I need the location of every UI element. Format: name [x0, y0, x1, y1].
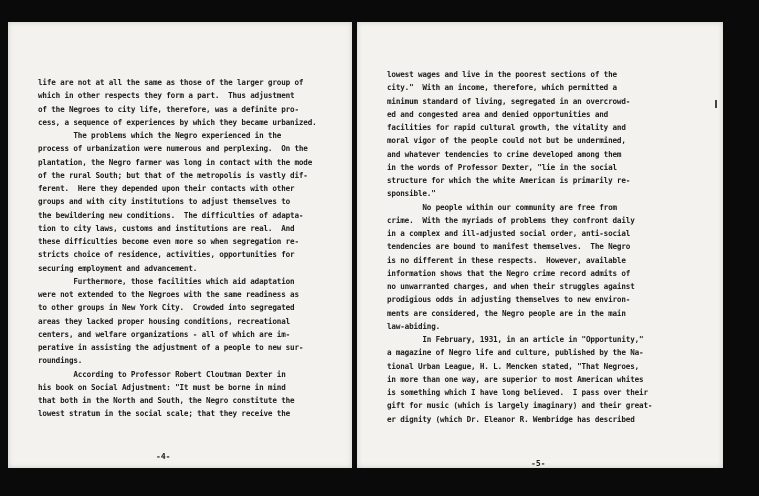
- text-line: plantation, the Negro farmer was long in contact with the mode: [38, 157, 313, 167]
- right-page-number: -5-: [531, 459, 546, 468]
- text-line: ments are considered, the Negro people are in the main: [387, 308, 626, 318]
- right-page-text: [387, 68, 717, 426]
- text-line: his book on Social Adjustment: "It must be borne in mind: [38, 382, 286, 392]
- text-line: is something which I have long believed. I pass over their: [387, 388, 648, 397]
- text-line: groups and with city institutions to adjust themselves to: [38, 197, 291, 207]
- left-page-number: -4-: [156, 452, 171, 461]
- text-line: is no different in these respects. However, available: [387, 255, 626, 265]
- text-line: of the rural South; but that of the metropolis is vastly dif-: [38, 170, 308, 180]
- text-line: The problems which the Negro experienced in the: [38, 131, 282, 140]
- text-line: a magazine of Negro life and culture, published by the Na-: [387, 348, 644, 358]
- text-line: these difficulties become even more so when segregation re-: [38, 237, 299, 246]
- text-line: lowest wages and live in the poorest sections of the: [387, 70, 617, 79]
- text-line: In February, 1931, in an article in "Opportunity,": [387, 335, 644, 344]
- text-line: city." With an income, therefore, which permitted a: [387, 83, 617, 93]
- text-line: crime. With the myriads of problems they confront daily: [387, 215, 635, 225]
- text-line: facilities for rapid cultural growth, the vitality and: [387, 123, 626, 132]
- text-line: stricts choice of residence, activities, opportunities for: [38, 250, 295, 260]
- text-line: minimum standard of living, segregated in an overcrowd-: [387, 96, 631, 106]
- text-line: of the Negroes to city life, therefore, was a definite pro-: [38, 104, 299, 114]
- left-page-text: [38, 76, 343, 421]
- text-line: cess, a sequence of experiences by which they became urbanized.: [38, 117, 317, 127]
- text-line: life are not at all the same as those of the larger group of: [38, 78, 304, 87]
- text-line: areas they lacked proper housing conditions, recreational: [38, 316, 291, 326]
- scan-mark: [715, 100, 717, 108]
- text-line: to other groups in New York City. Crowded into segregated: [38, 303, 295, 313]
- text-line: structure for which the white American is primarily re-: [387, 176, 631, 185]
- text-line: tendencies are bound to manifest themselves. The Negro: [387, 242, 631, 252]
- text-line: in more than one way, are superior to most American whites: [387, 374, 644, 384]
- text-line: tional Urban League, H. L. Mencken stated, "That Negroes,: [387, 361, 640, 371]
- text-line: moral vigor of the people could not but be undermined,: [387, 136, 626, 146]
- text-line: prodigious odds in adjusting themselves to new environ-: [387, 295, 631, 305]
- text-line: sponsible.": [387, 189, 436, 199]
- text-line: ed and congested area and denied opportunities and: [387, 109, 609, 119]
- text-line: centers, and welfare organizations - all of which are im-: [38, 329, 291, 339]
- text-line: and whatever tendencies to crime developed among them: [387, 149, 622, 159]
- text-line: gift for music (which is largely imaginary) and their great-: [387, 401, 653, 411]
- text-line: perative in assisting the adjustment of a people to new sur-: [38, 343, 304, 352]
- right-page: [357, 22, 723, 468]
- text-line: in the words of Professor Dexter, "lie in the social: [387, 162, 617, 172]
- left-page: [8, 22, 352, 468]
- text-line: tion to city laws, customs and institutions are real. And: [38, 223, 295, 233]
- text-line: the bewildering new conditions. The difficulties of adapta-: [38, 210, 304, 220]
- text-line: securing employment and advancement.: [38, 263, 198, 273]
- text-line: process of urbanization were numerous and perplexing. On the: [38, 144, 308, 154]
- text-line: no unwarranted charges, and when their struggles against: [387, 282, 635, 291]
- text-line: roundings.: [38, 356, 83, 366]
- text-line: law-abiding.: [387, 321, 441, 331]
- text-line: were not extended to the Negroes with the same readiness as: [38, 290, 299, 299]
- text-line: that both in the North and South, the Negro constitute the: [38, 396, 295, 405]
- text-line: lowest stratum in the social scale; that they receive the: [38, 409, 291, 419]
- text-line: er dignity (which Dr. Eleanor R. Wembridge has described: [387, 414, 635, 424]
- text-line: ferent. Here they depended upon their contacts with other: [38, 184, 295, 193]
- text-line: No people within our community are free from: [387, 202, 617, 212]
- text-line: Furthermore, those facilities which aid adaptation: [38, 276, 295, 286]
- text-line: information shows that the Negro crime record admits of: [387, 268, 631, 278]
- text-line: which in other respects they form a part. Thus adjustment: [38, 91, 295, 101]
- text-line: According to Professor Robert Cloutman Dexter in: [38, 369, 286, 379]
- text-line: in a complex and ill-adjusted social order, anti-social: [387, 229, 631, 238]
